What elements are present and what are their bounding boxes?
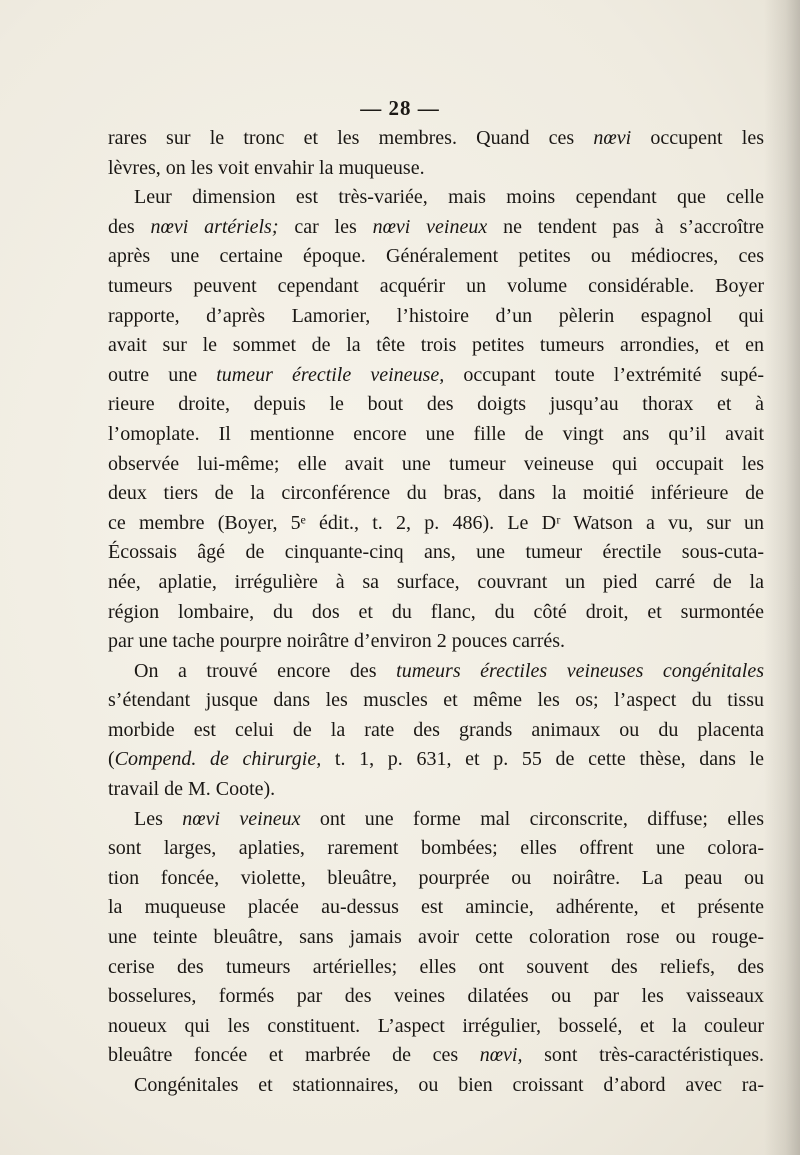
text-line bbox=[108, 953, 764, 983]
text-segment: ne tendent pas à s’accroître bbox=[487, 215, 764, 238]
text-line bbox=[108, 893, 764, 923]
italic-text-segment: nœvi veineux bbox=[372, 215, 488, 238]
text-line bbox=[108, 479, 764, 509]
text-line bbox=[108, 745, 764, 775]
text-segment: deux tiers de la circonférence du bras, dans la moitié inférieure de bbox=[108, 482, 764, 505]
text-line bbox=[108, 627, 764, 657]
text-line bbox=[108, 420, 764, 450]
text-segment: bosselures, formés par des veines dilatées ou par les vaisseaux bbox=[108, 985, 764, 1008]
text-line bbox=[108, 361, 764, 391]
italic-text-segment: nœvi bbox=[593, 127, 632, 149]
text-segment: morbide est celui de la rate des grands animaux ou du placenta bbox=[108, 718, 764, 741]
text-segment: travail de M. Coote). bbox=[108, 778, 276, 801]
text-line bbox=[108, 775, 764, 805]
text-line bbox=[108, 982, 764, 1012]
italic-text-segment: nœvi, bbox=[479, 1044, 523, 1067]
text-line bbox=[108, 213, 764, 243]
text-segment: tion foncée, violette, bleuâtre, pourprée ou noirâtre. La peau ou bbox=[108, 866, 764, 889]
italic-text-segment: Compend. de chirurgie, bbox=[114, 748, 322, 771]
text-segment: rares sur le tronc et les membres. Quand ces bbox=[108, 127, 594, 149]
text-line bbox=[108, 598, 764, 628]
text-line bbox=[108, 242, 764, 272]
text-line bbox=[108, 331, 764, 361]
text-segment: par une tache pourpre noirâtre d’environ 2 pouces carrés. bbox=[108, 630, 566, 653]
italic-text-segment: nœvi veineux bbox=[182, 807, 301, 830]
text-line bbox=[108, 805, 764, 835]
italic-text-segment: tumeur érectile veineuse, bbox=[216, 363, 445, 386]
text-line bbox=[108, 538, 764, 568]
text-segment: née, aplatie, irrégulière à sa surface, couvrant un pied carré de la bbox=[108, 570, 764, 593]
text-segment: occupent les bbox=[631, 127, 764, 149]
text-segment: ce membre (Boyer, 5ᵉ édit., t. 2, p. 486). Le Dʳ Watson a vu, sur un bbox=[108, 511, 764, 534]
text-segment: Écossais âgé de cinquante-cinq ans, une tumeur érectile sous-cuta- bbox=[108, 541, 764, 564]
italic-text-segment: nœvi artériels; bbox=[150, 215, 279, 238]
text-line bbox=[108, 1071, 764, 1101]
text-segment: noueux qui les constituent. L’aspect irrégulier, bosselé, et la couleur bbox=[108, 1014, 764, 1037]
text-segment: rieure droite, depuis le bout des doigts jusqu’au thorax et à bbox=[108, 393, 764, 416]
text-segment: rapporte, d’après Lamorier, l’histoire d’un pèlerin espagnol qui bbox=[108, 304, 764, 327]
text-segment: des bbox=[108, 215, 151, 238]
text-segment: une teinte bleuâtre, sans jamais avoir cette coloration rose ou rouge- bbox=[108, 926, 764, 949]
text-line bbox=[108, 183, 764, 213]
text-segment: occupant toute l’extrémité supé- bbox=[444, 363, 764, 386]
body-text bbox=[108, 124, 764, 1101]
text-segment: après une certaine époque. Généralement petites ou médiocres, ces bbox=[108, 245, 764, 268]
text-segment: s’étendant jusque dans les muscles et même les os; l’aspect du tissu bbox=[108, 689, 764, 712]
text-segment: cerise des tumeurs artérielles; elles ont souvent des reliefs, des bbox=[108, 955, 764, 978]
text-line bbox=[108, 1041, 764, 1071]
text-line bbox=[108, 509, 764, 539]
text-segment: ont une forme mal circonscrite, diffuse; elles bbox=[300, 807, 764, 830]
page-edge-shadow bbox=[764, 0, 800, 1155]
text-line bbox=[108, 124, 764, 154]
text-segment: région lombaire, du dos et du flanc, du côté droit, et surmontée bbox=[108, 600, 764, 623]
text-line bbox=[108, 923, 764, 953]
text-line bbox=[108, 568, 764, 598]
text-segment: sont larges, aplaties, rarement bombées; elles offrent une colora- bbox=[108, 837, 764, 860]
text-segment: sont très-caractéristiques. bbox=[522, 1044, 764, 1067]
text-line bbox=[108, 657, 764, 687]
page-number: — 28 — bbox=[360, 96, 440, 120]
text-segment: la muqueuse placée au-dessus est amincie, adhérente, et présente bbox=[108, 896, 764, 919]
text-segment: On a trouvé encore des bbox=[134, 659, 397, 682]
italic-text-segment: tumeurs érectiles veineuses congénitales bbox=[396, 659, 764, 682]
text-segment: lèvres, on les voit envahir la muqueuse. bbox=[108, 156, 425, 179]
text-segment: l’omoplate. Il mentionne encore une fille de vingt ans qu’il avait bbox=[108, 422, 764, 445]
text-line bbox=[108, 686, 764, 716]
text-line bbox=[108, 1012, 764, 1042]
text-line bbox=[108, 450, 764, 480]
text-line bbox=[108, 716, 764, 746]
text-segment: Les bbox=[134, 807, 183, 830]
text-line bbox=[108, 154, 764, 184]
text-segment: outre une bbox=[108, 363, 217, 386]
text-segment: Leur dimension est très-variée, mais moins cependant que celle bbox=[134, 186, 764, 209]
text-segment: t. 1, p. 631, et p. 55 de cette thèse, dans le bbox=[321, 748, 764, 771]
text-segment: tumeurs peuvent cependant acquérir un volume considérable. Boyer bbox=[108, 274, 764, 297]
text-segment: avait sur le sommet de la tête trois petites tumeurs arrondies, et en bbox=[108, 334, 764, 357]
text-line bbox=[108, 302, 764, 332]
text-line bbox=[108, 390, 764, 420]
text-segment: observée lui-même; elle avait une tumeur veineuse qui occupait les bbox=[108, 452, 764, 475]
text-line bbox=[108, 272, 764, 302]
text-line bbox=[108, 834, 764, 864]
text-segment: Congénitales et stationnaires, ou bien croissant d’abord avec ra- bbox=[134, 1074, 764, 1096]
text-segment: ( bbox=[108, 748, 115, 771]
text-segment: bleuâtre foncée et marbrée de ces bbox=[108, 1044, 480, 1067]
text-line bbox=[108, 864, 764, 894]
text-segment: car les bbox=[278, 215, 373, 238]
